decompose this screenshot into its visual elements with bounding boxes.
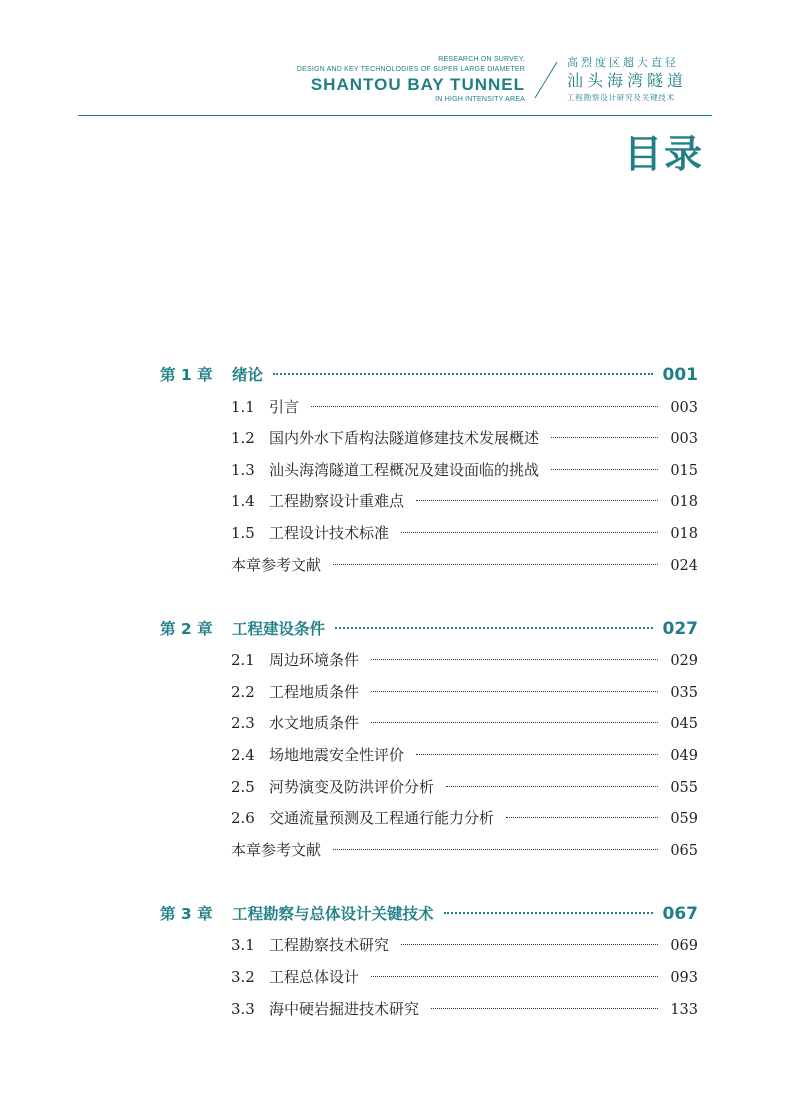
header-en-line4: IN HIGH INTENSITY AREA (435, 96, 525, 103)
toc-section-row[interactable] (231, 427, 698, 449)
toc-section-row[interactable] (231, 966, 698, 988)
toc-leader-dots (371, 976, 658, 977)
toc-section-row[interactable] (231, 998, 698, 1020)
toc-page-number: 133 (670, 1002, 698, 1018)
toc-entry-number: 3.2 (231, 968, 255, 986)
toc-page-number: 065 (670, 843, 698, 859)
toc-entry-number: 2.2 (231, 683, 255, 701)
toc-page-number: 003 (670, 400, 698, 416)
toc-leader-dots (311, 406, 658, 407)
toc-entry-number: 2.3 (231, 714, 255, 732)
toc-page-number: 055 (670, 780, 698, 796)
toc-entry-title: 交通流量预测及工程通行能力分析 (269, 809, 495, 827)
toc-entry-number: 1.5 (231, 524, 255, 542)
toc-leader-dots (444, 912, 653, 914)
toc-leader-dots (371, 691, 658, 692)
header-en-title: SHANTOU BAY TUNNEL (310, 75, 525, 94)
toc-page-number: 067 (662, 904, 698, 924)
toc-entry-number: 第 1 章 (160, 366, 213, 384)
toc-entry-number: 3.1 (231, 936, 255, 954)
toc-page-number: 003 (670, 431, 698, 447)
header-divider-slash (525, 60, 565, 100)
toc-leader-dots (401, 944, 658, 945)
toc-entry-number: 2.6 (231, 809, 255, 827)
page-title: 目录 (623, 132, 704, 176)
toc-chapter-row[interactable] (160, 903, 698, 925)
toc-entry-number: 2.5 (231, 778, 255, 796)
toc-page-number: 093 (670, 970, 698, 986)
toc-entry-title: 周边环境条件 (269, 651, 360, 669)
toc-leader-dots (401, 532, 658, 533)
toc-page-number: 029 (670, 653, 698, 669)
toc-leader-dots (416, 754, 658, 755)
toc-leader-dots (273, 373, 652, 375)
toc-entry-number: 1.4 (231, 492, 255, 510)
toc-entry-number: 第 2 章 (160, 620, 213, 638)
toc-leader-dots (446, 786, 658, 787)
toc-section-row[interactable] (231, 839, 698, 861)
toc-entry-title: 河势演变及防洪评价分析 (269, 778, 435, 796)
toc-leader-dots (335, 627, 652, 629)
toc-section-row[interactable] (231, 712, 698, 734)
toc-leader-dots (551, 437, 658, 438)
toc-entry-title: 引言 (269, 398, 300, 416)
toc-entry-number: 第 3 章 (160, 905, 213, 923)
toc-section-row[interactable] (231, 490, 698, 512)
toc-leader-dots (371, 659, 658, 660)
toc-leader-dots (333, 564, 658, 565)
toc-entry-title: 场地地震安全性评价 (269, 746, 405, 764)
toc-section-row[interactable] (231, 459, 698, 481)
toc-entry-number: 3.3 (231, 1000, 255, 1018)
toc-leader-dots (371, 722, 658, 723)
toc-entry-title: 工程勘察技术研究 (269, 936, 390, 954)
toc-leader-dots (333, 849, 658, 850)
toc-page-number: 015 (670, 463, 698, 479)
toc-entry-number: 1.2 (231, 429, 255, 447)
header-cn-line3: 工程勘察设计研究及关键技术 (567, 93, 675, 102)
toc-entry-number: 1.1 (231, 398, 255, 416)
toc-entry-title: 本章参考文献 (231, 841, 322, 859)
toc-section-row[interactable] (231, 807, 698, 829)
toc-page-number: 069 (670, 938, 698, 954)
toc-entry-title: 工程勘察与总体设计关键技术 (232, 905, 434, 923)
toc-page-number: 018 (670, 526, 698, 542)
toc-entry-title: 工程设计技术标准 (269, 524, 390, 542)
toc-leader-dots (431, 1008, 658, 1009)
header-cn-title: 汕头海湾隧道 (567, 71, 688, 90)
header-rule (78, 115, 712, 116)
toc-entry-title: 本章参考文献 (231, 556, 322, 574)
toc-entry-title: 工程勘察设计重难点 (269, 492, 405, 510)
toc-page-number: 035 (670, 685, 698, 701)
toc-entry-title: 绪论 (232, 366, 264, 384)
header-cn-line1: 高烈度区超大直径 (567, 56, 679, 69)
toc-section-row[interactable] (231, 681, 698, 703)
toc-entry-title: 国内外水下盾构法隧道修建技术发展概述 (269, 429, 540, 447)
toc-entry-title: 海中硬岩掘进技术研究 (269, 1000, 420, 1018)
toc-section-row[interactable] (231, 554, 698, 576)
toc-leader-dots (551, 469, 658, 470)
toc-leader-dots (506, 817, 658, 818)
toc-entry-title: 水文地质条件 (269, 714, 360, 732)
toc-section-row[interactable] (231, 744, 698, 766)
toc-section-row[interactable] (231, 776, 698, 798)
toc-page-number: 001 (662, 365, 698, 385)
toc-entry-number: 2.4 (231, 746, 255, 764)
toc-chapter-row[interactable] (160, 618, 698, 640)
header-en-line1: RESEARCH ON SURVEY, (438, 56, 525, 63)
toc-page-number: 059 (670, 811, 698, 827)
toc-entry-title: 汕头海湾隧道工程概况及建设面临的挑战 (269, 461, 540, 479)
header-en-line2: DESIGN AND KEY TECHNOLOGIES OF SUPER LARGE DIAMETER (296, 66, 525, 73)
toc-entry-title: 工程总体设计 (269, 968, 360, 986)
toc-chapter-row[interactable] (160, 364, 698, 386)
toc-entry-number: 1.3 (231, 461, 255, 479)
toc-leader-dots (416, 500, 658, 501)
toc-section-row[interactable] (231, 649, 698, 671)
toc-entry-title: 工程地质条件 (269, 683, 360, 701)
toc-page-number: 049 (670, 748, 698, 764)
toc-page-number: 018 (670, 494, 698, 510)
toc-section-row[interactable] (231, 522, 698, 544)
toc-page-number: 027 (662, 619, 698, 639)
toc-section-row[interactable] (231, 934, 698, 956)
toc-page-number: 024 (670, 558, 698, 574)
toc-page-number: 045 (670, 716, 698, 732)
toc-entry-number: 2.1 (231, 651, 255, 669)
toc-entry-title: 工程建设条件 (232, 620, 326, 638)
toc-section-row[interactable] (231, 396, 698, 418)
